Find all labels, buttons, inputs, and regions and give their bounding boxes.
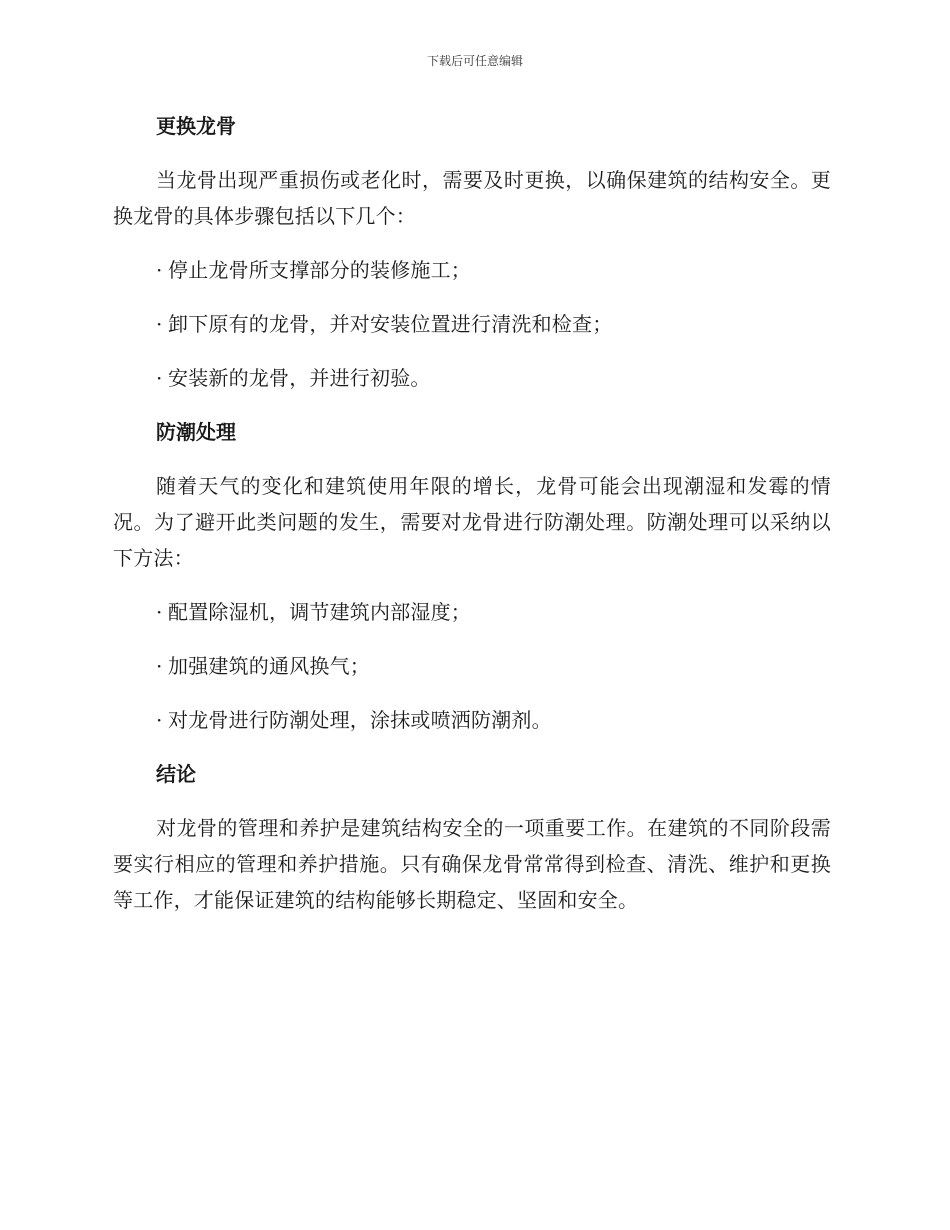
bullet-marker: · bbox=[156, 600, 163, 624]
list-item-text: 卸下原有的龙骨，并对安装位置进行清洗和检查； bbox=[168, 312, 613, 336]
bullet-marker: · bbox=[156, 654, 163, 678]
list-item bbox=[113, 648, 831, 684]
bullet-marker: · bbox=[156, 366, 163, 390]
list-item-text: 对龙骨进行防潮处理，涂抹或喷洒防潮剂。 bbox=[168, 708, 552, 732]
document-content bbox=[113, 108, 831, 936]
paragraph-moisture-intro: 随着天气的变化和建筑使用年限的增长，龙骨可能会出现潮湿和发霉的情况。为了避开此类问题的发生，需要对龙骨进行防潮处理。防潮处理可以采纳以下方法： bbox=[113, 474, 831, 570]
list-item bbox=[113, 594, 831, 630]
list-item-text: 加强建筑的通风换气； bbox=[168, 654, 370, 678]
section-heading-replace: 更换龙骨 bbox=[156, 114, 236, 138]
section-heading-moisture: 防潮处理 bbox=[156, 420, 236, 444]
list-item bbox=[113, 360, 831, 396]
paragraph-conclusion: 对龙骨的管理和养护是建筑结构安全的一项重要工作。在建筑的不同阶段需要实行相应的管理和养护措施。只有确保龙骨常常得到检查、清洗、维护和更换等工作，才能保证建筑的结构能够长期稳定、坚固和安全。 bbox=[113, 816, 831, 912]
header-note: 下载后可任意编辑 bbox=[426, 54, 523, 68]
list-item bbox=[113, 306, 831, 342]
list-item bbox=[113, 702, 831, 738]
list-item-text: 配置除湿机，调节建筑内部湿度； bbox=[168, 600, 471, 624]
list-item-text: 安装新的龙骨，并进行初验。 bbox=[168, 366, 431, 390]
list-item-text: 停止龙骨所支撑部分的装修施工； bbox=[168, 258, 471, 282]
list-item bbox=[113, 252, 831, 288]
section-heading-conclusion: 结论 bbox=[156, 762, 196, 786]
paragraph-replace-intro: 当龙骨出现严重损伤或老化时，需要及时更换，以确保建筑的结构安全。更换龙骨的具体步骤包括以下几个： bbox=[113, 168, 831, 228]
bullet-marker: · bbox=[156, 708, 163, 732]
bullet-marker: · bbox=[156, 312, 163, 336]
bullet-marker: · bbox=[156, 258, 163, 282]
